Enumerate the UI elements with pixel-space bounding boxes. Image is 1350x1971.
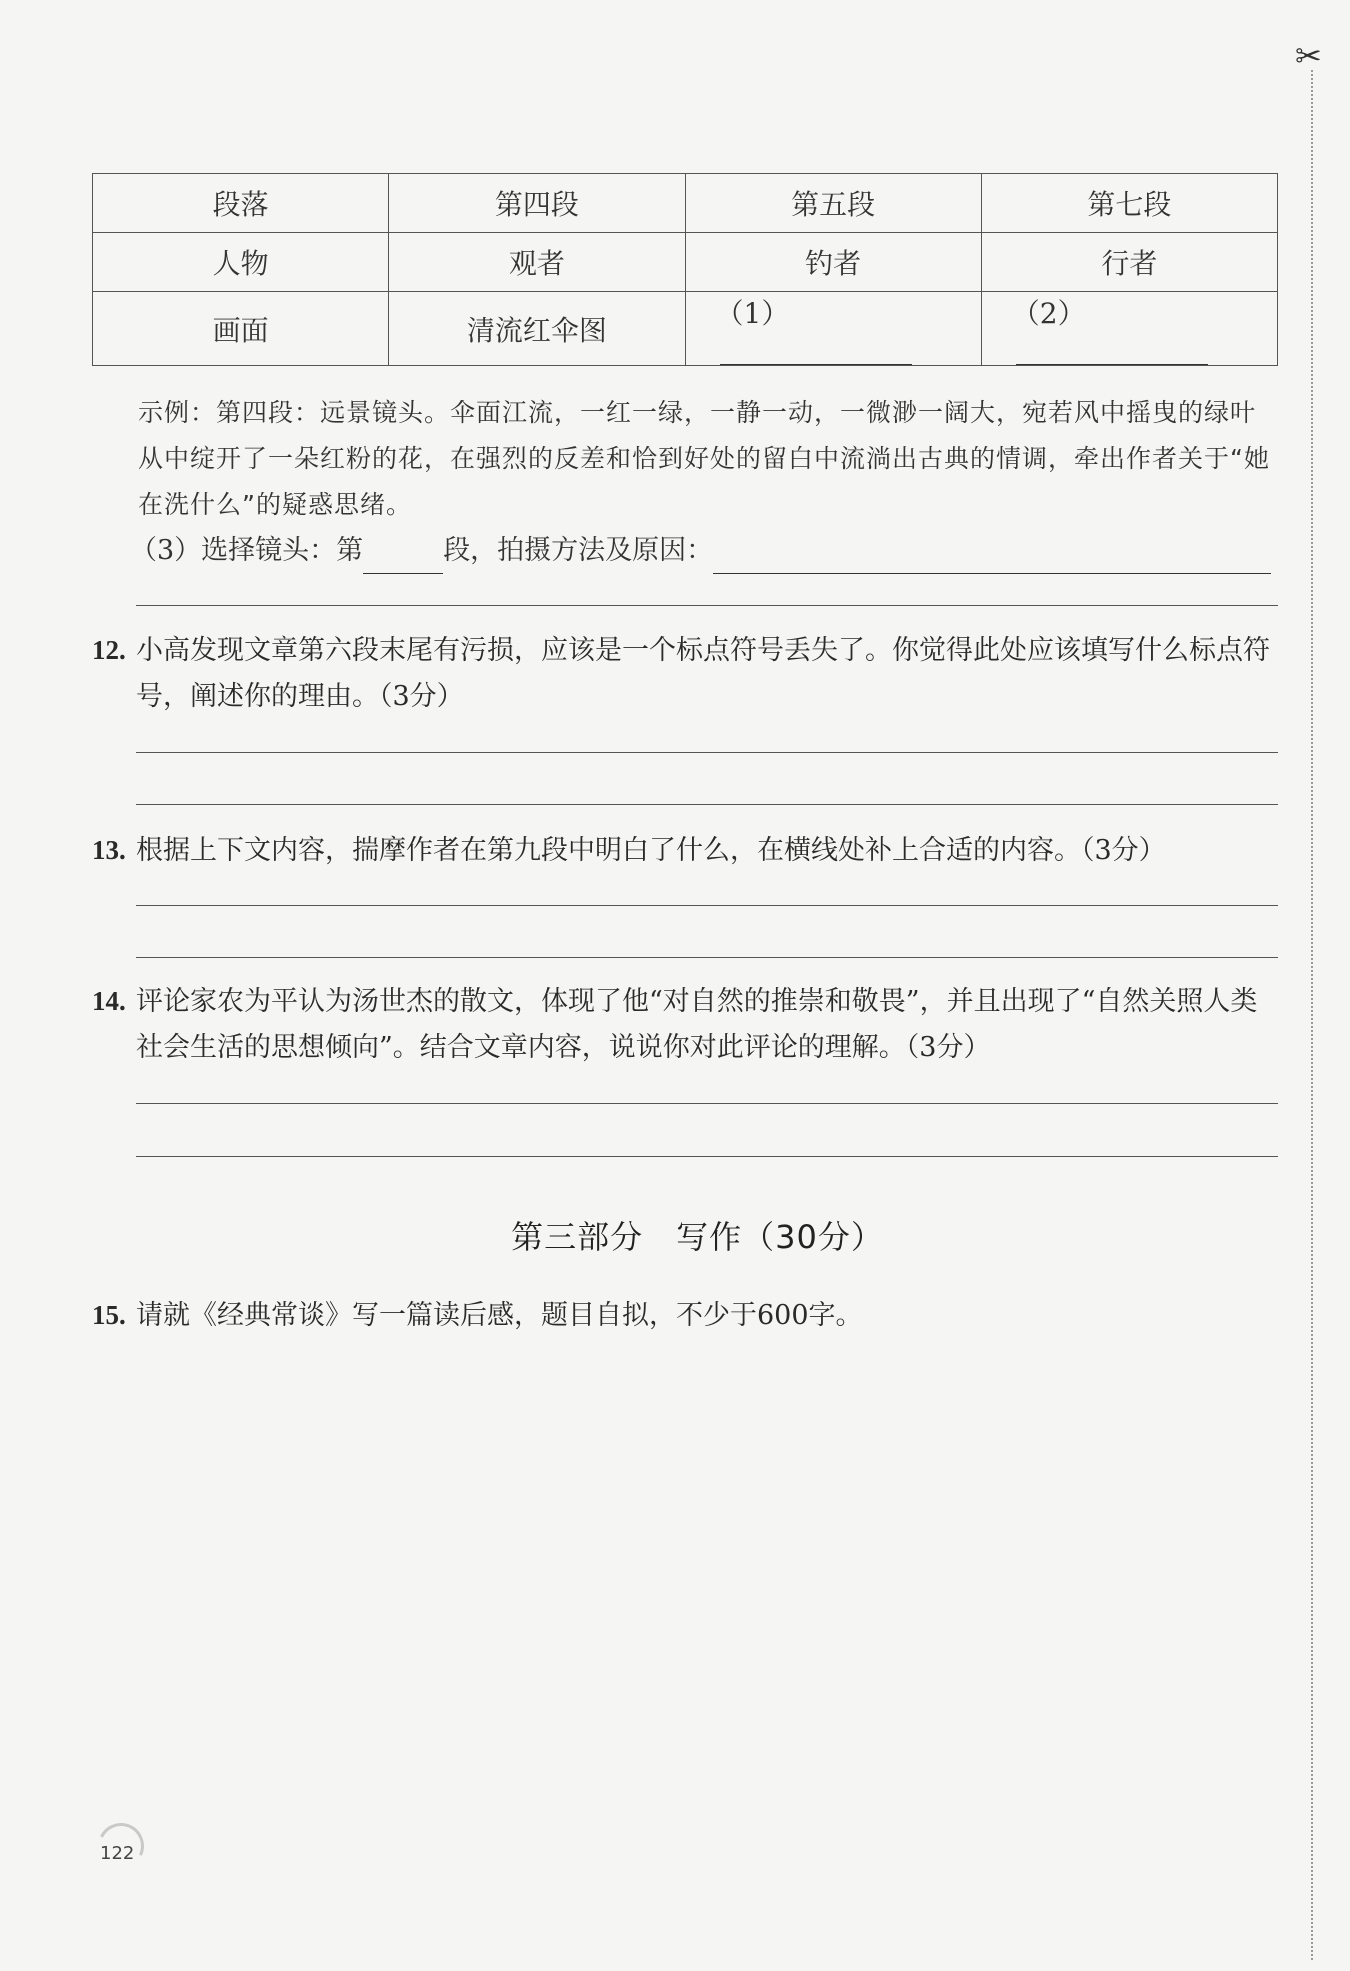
question-number: 13. [92, 835, 126, 865]
example-text: 示例：第四段：远景镜头。伞面江流，一红一绿，一静一动，一微渺一阔大，宛若风中摇曳的绿叶从中绽开了一朵红粉的花，在强烈的反差和恰到好处的留白中流淌出古典的情调，牵出作者关于“她在洗什么”的疑惑思绪。 [138, 398, 1270, 519]
question-15 [92, 1292, 1278, 1339]
table-cell: 观者 [389, 233, 685, 292]
blank-label: （1） [715, 297, 790, 330]
page-number [96, 1823, 140, 1867]
answer-line[interactable] [136, 804, 1278, 805]
answer-line[interactable] [136, 1103, 1278, 1104]
reason-blank[interactable] [713, 539, 1271, 574]
table-cell: 清流红伞图 [389, 292, 685, 366]
answer-line[interactable] [136, 957, 1278, 958]
table-cell: 第四段 [389, 174, 685, 233]
answer-line[interactable] [136, 752, 1278, 753]
answer-line[interactable] [136, 905, 1278, 906]
blank-label: （2） [1011, 297, 1086, 330]
page-number-text: 122 [100, 1843, 135, 1864]
cut-line [1311, 70, 1313, 1960]
table-cell: 第五段 [685, 174, 981, 233]
sub-question-3-prefix: （3）选择镜头：第 [130, 535, 364, 566]
answer-line[interactable] [136, 605, 1278, 606]
fill-blank-2[interactable] [1016, 338, 1208, 365]
table-cell: 段落 [93, 174, 389, 233]
scissors-icon: ✂ [1295, 37, 1322, 75]
table-cell: 画面 [93, 292, 389, 366]
question-14 [92, 978, 1278, 1071]
fill-blank-1[interactable] [720, 338, 912, 365]
paragraph-table [92, 173, 1278, 366]
question-number: 15. [92, 1300, 126, 1330]
table-row [93, 292, 1278, 366]
question-text: 评论家农为平认为汤世杰的散文，体现了他“对自然的推崇和敬畏”，并且出现了“自然关照人类社会生活的思想倾向”。结合文章内容，说说你对此评论的理解。（3分） [136, 986, 1258, 1063]
table-row [93, 174, 1278, 233]
section-heading: 第三部分 写作（30分） [511, 1218, 884, 1256]
sub-question-3-middle: 段，拍摄方法及原因： [443, 535, 714, 566]
table-cell: 第七段 [981, 174, 1277, 233]
table-cell-blank-1[interactable] [685, 292, 981, 366]
question-text: 小高发现文章第六段末尾有污损，应该是一个标点符号丢失了。你觉得此处应该填写什么标点符号，阐述你的理由。（3分） [136, 635, 1270, 712]
question-12 [92, 627, 1278, 720]
table-cell: 人物 [93, 233, 389, 292]
table-row [93, 233, 1278, 292]
question-number: 14. [92, 986, 126, 1016]
table-cell: 钓者 [685, 233, 981, 292]
table-cell: 行者 [981, 233, 1277, 292]
answer-line[interactable] [136, 1156, 1278, 1157]
table-cell-blank-2[interactable] [981, 292, 1277, 366]
sub-question-3 [130, 528, 1271, 574]
question-13 [92, 827, 1278, 874]
paragraph-number-blank[interactable] [363, 539, 443, 574]
question-text: 根据上下文内容，揣摩作者在第九段中明白了什么，在横线处补上合适的内容。（3分） [136, 835, 1166, 866]
question-text: 请就《经典常谈》写一篇读后感，题目自拟，不少于600字。 [136, 1300, 863, 1331]
question-number: 12. [92, 635, 126, 665]
